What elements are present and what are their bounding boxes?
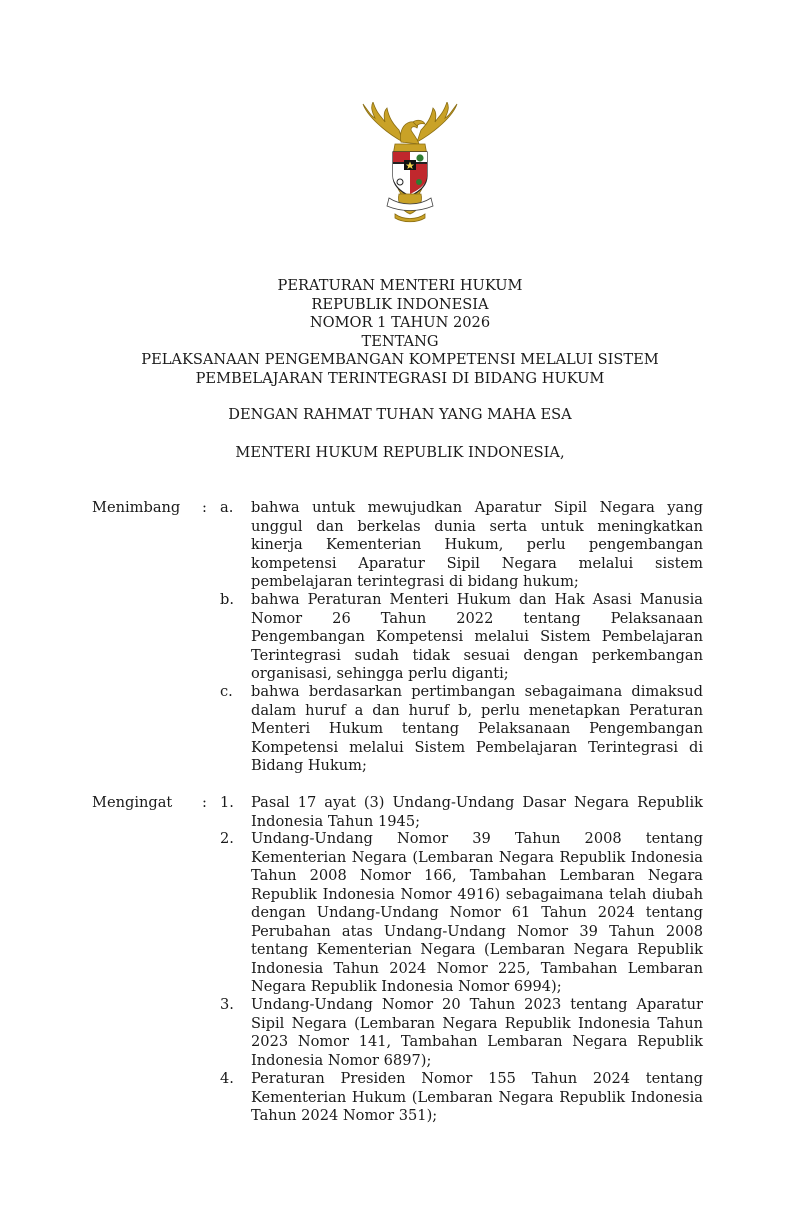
title-line: NOMOR 1 TAHUN 2026 (309, 314, 491, 331)
mengingat-item-4 (220, 1070, 703, 1126)
title-line: TENTANG (361, 332, 439, 350)
item-marker: b. (220, 591, 234, 608)
mengingat-label: Mengingat (92, 794, 173, 811)
blessing-text: DENGAN RAHMAT TUHAN YANG MAHA ESA (228, 406, 572, 423)
text-line: Terintegrasi sudah tidak sesuai dengan perkembangan (251, 646, 703, 664)
menimbang-colon: : (202, 499, 207, 516)
text-line: pembelajaran terintegrasi di bidang hukum; (251, 573, 579, 590)
item-text (251, 794, 703, 831)
text-line: Kementerian Hukum (Lembaran Negara Republik Indonesia (251, 1088, 703, 1106)
title-line: REPUBLIK INDONESIA (311, 295, 489, 313)
menimbang-item-c (220, 683, 703, 776)
item-text (251, 830, 703, 997)
text-line: dalam huruf a dan huruf b, perlu menetapkan Peraturan (251, 701, 703, 719)
item-marker: 1. (220, 794, 234, 811)
text-line: Kompetensi melalui Sistem Pembelajaran Terintegrasi di (251, 738, 703, 756)
text-line: kinerja Kementerian Hukum, perlu pengembangan (251, 536, 703, 553)
garuda-pancasila-emblem (355, 102, 465, 224)
text-line: Undang-Undang Nomor 20 Tahun 2023 tentang Aparatur (251, 996, 703, 1013)
mengingat-item-2 (220, 830, 703, 997)
item-marker: 2. (220, 830, 234, 847)
text-line: Tahun 2024 Nomor 351); (251, 1107, 438, 1124)
text-line: Nomor 26 Tahun 2022 tentang Pelaksanaan (251, 609, 703, 627)
item-marker: c. (220, 683, 233, 700)
text-line: Negara Republik Indonesia Nomor 6994); (251, 978, 562, 995)
menimbang-item-a (220, 499, 703, 592)
text-line: Republik Indonesia Nomor 4916) sebagaimana telah diubah (251, 885, 703, 903)
item-text (251, 683, 703, 776)
text-line: bahwa berdasarkan pertimbangan sebagaimana dimaksud (251, 683, 703, 700)
title-line: PELAKSANAAN PENGEMBANGAN KOMPETENSI MELALUI SISTEM (141, 351, 659, 368)
text-line: Tahun 2008 Nomor 166, Tambahan Lembaran Negara (251, 867, 703, 884)
text-line: Bidang Hukum; (251, 757, 367, 774)
minister-text: MENTERI HUKUM REPUBLIK INDONESIA, (235, 444, 565, 461)
menimbang-item-b (220, 591, 703, 684)
mengingat-item-3 (220, 996, 703, 1070)
title-line: PEMBELAJARAN TERINTEGRASI DI BIDANG HUKUM (195, 369, 605, 387)
text-line: Sipil Negara (Lembaran Negara Republik Indonesia Tahun (251, 1014, 703, 1032)
regulation-title (0, 277, 800, 388)
menimbang-label: Menimbang (92, 499, 181, 516)
text-line: organisasi, sehingga perlu diganti; (251, 665, 509, 682)
mengingat-item-1 (220, 794, 703, 831)
text-line: bahwa Peraturan Menteri Hukum dan Hak Asasi Manusia (251, 591, 703, 608)
minister-line (0, 444, 800, 463)
text-line: dengan Undang-Undang Nomor 61 Tahun 2024 tentang (251, 904, 703, 921)
item-marker: 3. (220, 996, 234, 1013)
text-line: Pengembangan Kompetensi melalui Sistem Pembelajaran (251, 628, 703, 645)
text-line: unggul dan berkelas dunia serta untuk meningkatkan (251, 517, 703, 535)
text-line: Pasal 17 ayat (3) Undang-Undang Dasar Negara Republik (251, 794, 703, 811)
text-line: bahwa untuk mewujudkan Aparatur Sipil Negara yang (251, 499, 703, 516)
text-line: Indonesia Tahun 2024 Nomor 225, Tambahan Lembaran (251, 959, 703, 977)
text-line: Indonesia Nomor 6897); (251, 1051, 432, 1069)
text-line: tentang Kementerian Negara (Lembaran Negara Republik (251, 941, 703, 958)
item-text (251, 591, 703, 684)
item-text (251, 1070, 703, 1126)
text-line: 2023 Nomor 141, Tambahan Lembaran Negara Republik (251, 1033, 703, 1050)
title-line: PERATURAN MENTERI HUKUM (277, 277, 523, 294)
blessing-line (0, 406, 800, 425)
item-text (251, 996, 703, 1070)
text-line: Kementerian Negara (Lembaran Negara Republik Indonesia (251, 848, 703, 866)
item-marker: 4. (220, 1070, 234, 1087)
text-line: Menteri Hukum tentang Pelaksanaan Pengembangan (251, 720, 703, 737)
text-line: Indonesia Tahun 1945; (251, 812, 421, 830)
text-line: Perubahan atas Undang-Undang Nomor 39 Tahun 2008 (251, 922, 703, 940)
text-line: kompetensi Aparatur Sipil Negara melalui sistem (251, 554, 703, 572)
mengingat-colon: : (202, 794, 207, 811)
item-text (251, 499, 703, 592)
text-line: Peraturan Presiden Nomor 155 Tahun 2024 tentang (251, 1070, 703, 1087)
item-marker: a. (220, 499, 234, 516)
text-line: Undang-Undang Nomor 39 Tahun 2008 tentang (251, 830, 703, 847)
